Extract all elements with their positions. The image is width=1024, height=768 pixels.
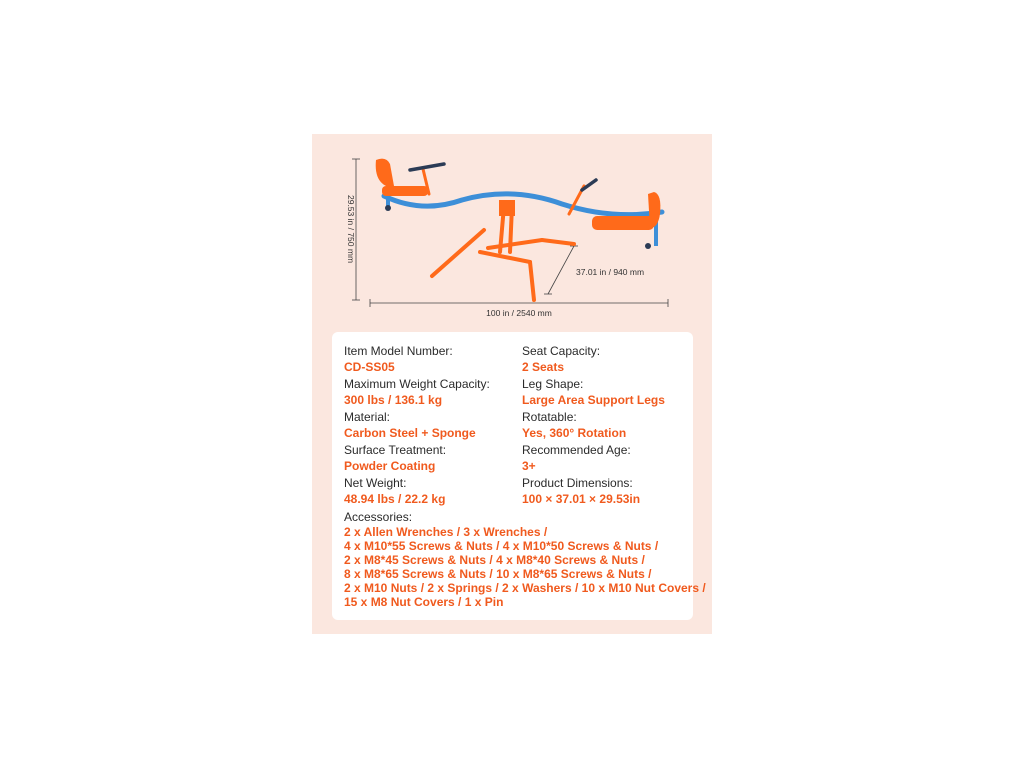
height-label: 29.53 in / 750 mm	[346, 194, 356, 264]
spec-value: 100 × 37.01 × 29.53in	[522, 492, 641, 506]
accessories-line: 2 x M10 Nuts / 2 x Springs / 2 x Washers / 10 x M10 Nut Covers /	[344, 581, 706, 595]
spec-rotatable	[522, 409, 626, 442]
spec-value: 300 lbs / 136.1 kg	[344, 393, 443, 407]
spec-label: Leg Shape:	[522, 377, 584, 391]
seat-left	[376, 159, 428, 196]
spec-label: Maximum Weight Capacity:	[344, 377, 490, 391]
length-label: 100 in / 2540 mm	[486, 308, 552, 318]
product-card	[312, 134, 712, 634]
spec-label: Rotatable:	[522, 410, 577, 424]
seesaw-illustration	[312, 134, 712, 334]
spec-accessories	[344, 509, 706, 609]
spec-label: Seat Capacity:	[522, 344, 601, 358]
accessories-line: 2 x M8*45 Screws & Nuts / 4 x M8*40 Screws & Nuts /	[344, 553, 645, 567]
spec-product-dimensions	[522, 475, 640, 508]
spec-recommended-age	[522, 442, 631, 475]
depth-label: 37.01 in / 940 mm	[576, 267, 645, 277]
spec-label: Net Weight:	[344, 476, 407, 490]
spec-seat-capacity	[522, 343, 600, 376]
spec-label: Material:	[344, 410, 391, 424]
accessories-line: 4 x M10*55 Screws & Nuts / 4 x M10*50 Screws & Nuts /	[344, 539, 659, 553]
accessories-line: 2 x Allen Wrenches / 3 x Wrenches /	[344, 525, 548, 539]
spec-material	[344, 409, 476, 442]
spec-model	[344, 343, 453, 376]
accessories-line: 8 x M8*65 Screws & Nuts / 10 x M8*65 Screws & Nuts /	[344, 567, 652, 581]
spec-label: Item Model Number:	[344, 344, 453, 358]
spec-value: CD-SS05	[344, 360, 395, 374]
spec-value: Carbon Steel + Sponge	[344, 426, 476, 440]
spec-max-weight	[344, 376, 490, 409]
spec-value: 48.94 lbs / 22.2 kg	[344, 492, 446, 506]
spec-value: 2 Seats	[522, 360, 565, 374]
length-dimension	[370, 299, 668, 307]
spec-value: 3+	[522, 459, 536, 473]
accessories-label: Accessories:	[344, 510, 413, 524]
spec-surface-treatment	[344, 442, 446, 475]
accessories-line: 15 x M8 Nut Covers / 1 x Pin	[344, 595, 504, 609]
spec-value: Yes, 360° Rotation	[522, 426, 627, 440]
pivot-post	[499, 200, 515, 216]
spec-value: Powder Coating	[344, 459, 436, 473]
depth-dimension	[544, 246, 578, 294]
spec-label: Surface Treatment:	[344, 443, 447, 457]
spec-label: Recommended Age:	[522, 443, 631, 457]
specifications-panel	[332, 332, 706, 620]
spec-net-weight	[344, 475, 445, 508]
spec-leg-shape	[522, 376, 665, 409]
spec-value: Large Area Support Legs	[522, 393, 665, 407]
seesaw-beam	[384, 194, 662, 215]
spec-label: Product Dimensions:	[522, 476, 633, 490]
